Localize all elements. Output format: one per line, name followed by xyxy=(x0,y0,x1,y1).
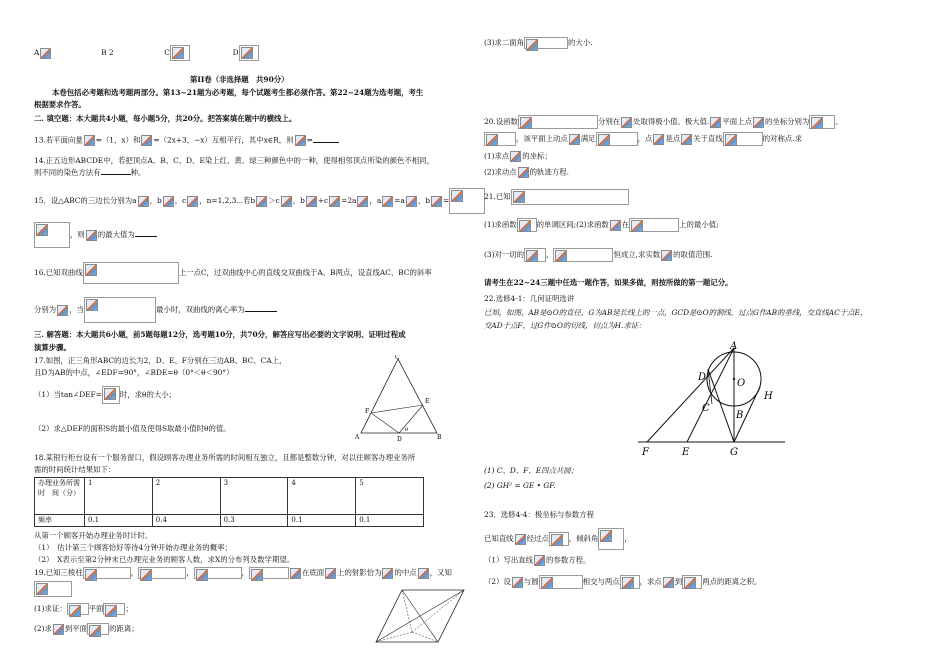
formula-image xyxy=(610,220,621,231)
triangle-figure xyxy=(355,355,445,445)
optional-selection-note: 请考生在22~24三题中任选一题作答，如果多做，则按所做的第一题记分。 xyxy=(484,278,733,287)
answer-blank xyxy=(313,142,339,143)
fig17-label-f: F xyxy=(365,408,370,415)
fig22-label-c: C xyxy=(702,403,710,414)
formula-image xyxy=(325,568,336,579)
fig22-label-e: E xyxy=(682,447,690,458)
question-18-line3: 从第一个顾客开始办理业务时计时。 xyxy=(34,531,153,540)
part2-title: 第II卷（非选择题 共90分） xyxy=(190,75,289,84)
formula-image xyxy=(163,196,174,207)
formula-image xyxy=(753,117,764,128)
question-23-line1: 已知直线 经过点 ，倾斜角 ， xyxy=(484,528,632,550)
table-cell: 3 xyxy=(220,478,288,515)
formula-image xyxy=(295,135,306,146)
question-23-part2: （2）设 与圆 相交与两点 ，求点 到 两点的距离之积。 xyxy=(484,575,761,589)
question-14-line2: 则不同的染色方法有 种。 xyxy=(34,168,146,177)
fig22-label-f: F xyxy=(642,447,649,458)
fig22-label-h: H xyxy=(764,391,773,402)
formula-image xyxy=(484,132,516,146)
formula-image xyxy=(40,48,51,59)
formula-image xyxy=(418,568,429,579)
formula-image xyxy=(511,189,629,205)
formula-image xyxy=(653,134,664,145)
question-22-part1: (1) C、D、F、E四点共圆； xyxy=(484,466,579,475)
question-21-part3: (3)对一切的 ， 恒成立,求实数 的取值范围. xyxy=(484,248,712,262)
fig17-label-theta: θ xyxy=(405,427,409,433)
formula-image xyxy=(57,305,68,316)
question-23-part1: （1）写出直线 的参数方程。 xyxy=(484,555,591,565)
formula-image xyxy=(83,262,179,284)
formula-image xyxy=(518,115,598,129)
table-cell: 0.3 xyxy=(220,515,288,527)
fig22-label-a: A xyxy=(730,341,738,352)
solve-section-header-line1: 三. 解答题：本大题共6小题，前5题每题12分，选考题10分，共70分，解答应写出必要的文字说明、证明过程或 xyxy=(34,330,406,339)
formula-image xyxy=(512,577,523,588)
formula-image xyxy=(382,196,393,207)
formula-image xyxy=(87,623,109,635)
formula-image xyxy=(661,250,672,261)
question-22-title: 22.选修4-1：几何证明选讲 xyxy=(484,294,575,303)
formula-image xyxy=(682,575,702,589)
question-17-line2: 且D为AB的中点，∠EDF=90°，∠BDE=θ（0°＜θ＜90°） xyxy=(34,368,234,377)
formula-image xyxy=(553,248,613,262)
formula-image xyxy=(382,568,393,579)
formula-image xyxy=(194,567,242,579)
formula-image xyxy=(620,575,640,589)
question-22-part2: (2) GH² = GE • GF. xyxy=(484,481,556,490)
answer-blank xyxy=(101,174,131,175)
formula-image xyxy=(290,568,301,579)
formula-image xyxy=(84,297,156,323)
question-21-parts12: (1)求函数 的单调区间;(2)求函数 在 上的最小值; xyxy=(484,218,719,232)
fig17-label-a: A xyxy=(355,434,360,441)
question-20-line2: ，该平面上动点 满足 ，点 是点 关于直线 的对称点.求 xyxy=(484,132,802,146)
question-20-part1: (1)求点 的坐标； xyxy=(484,151,552,161)
question-19-part2: (2)求 到平面 的距离； xyxy=(34,624,139,633)
table-cell: 频率 xyxy=(35,515,85,527)
fig17-label-b: B xyxy=(437,434,442,441)
question-18-line2: 需的时间统计结果如下： xyxy=(34,465,116,474)
solve-section-header-line2: 演算步骤。 xyxy=(34,343,71,352)
question-19-part3: (3)求二面角 的大小. xyxy=(484,38,593,47)
formula-image xyxy=(663,577,674,588)
question-20-line1: 20.设函数 分别在 处取得极小值、极大值. 平面上点 的坐标分别为 、 xyxy=(484,115,843,129)
question-17-line1: 17.如图，正三角形ABC的边长为2，D、E、F分别在三边AB、BC、CA上， xyxy=(34,356,287,365)
formula-image xyxy=(809,115,835,129)
formula-image xyxy=(170,45,190,61)
formula-image xyxy=(569,134,580,145)
question-18-line1: 18.某银行柜台设有一个服务窗口，假设顾客办理业务所需的时间相互独立，且都是整数分钟，对以往顾客办理业务所 xyxy=(34,453,416,462)
formula-image xyxy=(517,218,537,232)
formula-image xyxy=(515,534,526,545)
table-cell: 1 xyxy=(85,478,153,515)
formula-image xyxy=(239,45,259,61)
formula-image xyxy=(524,37,568,49)
formula-image xyxy=(539,575,583,589)
table-cell: 0.1 xyxy=(85,515,153,527)
option-c: C xyxy=(164,48,170,57)
question-16-line1: 16.已知双曲线 上一点C，过双曲线中心的直线交双曲线于A、B两点，设直线AC、BC的斜率 xyxy=(34,262,432,284)
fig17-label-c: C xyxy=(395,355,400,361)
formula-image xyxy=(598,528,624,550)
table-row xyxy=(35,515,424,527)
question-17-part1: （1）当tan∠DEF= 时，求θ的大小； xyxy=(34,386,176,404)
fig22-label-b: B xyxy=(736,410,744,421)
question-22-line1: 已知，如图，AB是⊙O的直径，G为AB延长线上的一点，GCD是⊙O的割线，过点G作AB的垂线，交直线AC于点E， xyxy=(484,308,868,317)
part2-intro-line1: 本卷包括必考题和选考题两部分。第13~21题为必考题，每个试题考生都必须作答。第22~24题为选考题，考生 xyxy=(52,88,424,97)
question-13: 13.若平面向量 =（1，x）和 =（2x+3，−x）互相平行，其中x∈R，则 = xyxy=(34,135,339,146)
frequency-table xyxy=(34,477,424,527)
formula-image xyxy=(138,567,186,579)
option-d: D xyxy=(232,48,239,57)
formula-image xyxy=(596,132,638,146)
table-cell: 0.1 xyxy=(356,515,424,527)
question-21-line1: 21.已知 xyxy=(484,189,629,205)
formula-image xyxy=(83,567,131,579)
circle-geometry-figure xyxy=(630,338,790,462)
formula-image xyxy=(406,196,417,207)
formula-image xyxy=(518,167,529,178)
question-15-line1: 15．设△ABC的三边长分别为a ，b ，c ，n=1,2,3⋯若b ＞c ，b +c =2a ，a =a ，b = xyxy=(34,188,485,214)
formula-image xyxy=(34,581,72,597)
question-14-line1: 14.正五边形ABCDE中，若把顶点A、B、C、D、E染上红、黄、绿三种颜色中的一种，使得相邻顶点所染的颜色不相同， xyxy=(34,156,434,165)
formula-image xyxy=(53,624,64,635)
formula-image xyxy=(306,196,317,207)
formula-image xyxy=(141,135,152,146)
table-cell: 办理业务所需 时 间（分） xyxy=(35,478,85,515)
fill-section-header: 二. 填空题：本大题共4小题，每小题5分，共20分。把答案填在题中的横线上。 xyxy=(34,114,297,123)
formula-image xyxy=(281,196,292,207)
question-20-part2: (2)求动点 的轨迹方程. xyxy=(484,167,569,177)
formula-image xyxy=(67,603,89,615)
formula-image xyxy=(103,603,125,615)
formula-image xyxy=(84,135,95,146)
question-19-line1: 19.已知三棱柱 ， ， ， 在底面 上的射影恰为 的中点 ，又知 xyxy=(34,568,452,577)
formula-image xyxy=(681,134,692,145)
formula-image xyxy=(34,222,70,248)
formula-image xyxy=(629,218,679,232)
formula-image xyxy=(534,555,545,566)
question-15-line2: ，则 的最大值为 xyxy=(34,222,157,248)
formula-image xyxy=(138,196,149,207)
fig17-label-d: D xyxy=(397,436,402,443)
question-18-part2: （2） X表示至第2分钟末已办理完业务的顾客人数，求X的分布列及数学期望。 xyxy=(34,555,295,564)
right-column xyxy=(480,0,950,672)
option-row xyxy=(34,45,259,61)
table-cell: 2 xyxy=(152,478,220,515)
formula-image xyxy=(357,196,368,207)
formula-image xyxy=(549,532,569,546)
table-row xyxy=(35,478,424,515)
fig17-label-e: E xyxy=(425,398,430,405)
answer-blank xyxy=(245,311,277,312)
prism-figure xyxy=(372,586,468,646)
question-22-line2: 交AD于点F，过G作⊙O的切线，切点为H.求证： xyxy=(484,321,646,330)
formula-image xyxy=(102,386,120,404)
question-23-title: 23．选修4-4：极坐标与参数方程 xyxy=(484,510,594,519)
option-b: B 2 xyxy=(101,48,114,57)
formula-image xyxy=(710,117,721,128)
formula-image xyxy=(431,196,442,207)
formula-image xyxy=(187,196,198,207)
formula-image xyxy=(524,248,546,262)
answer-blank xyxy=(135,236,157,237)
table-cell: 5 xyxy=(356,478,424,515)
option-a: A xyxy=(34,48,40,57)
table-cell: 4 xyxy=(288,478,356,515)
fig22-label-o: O xyxy=(737,378,746,389)
fig22-label-g: G xyxy=(730,447,738,458)
part2-intro-line2: 根据要求作答。 xyxy=(34,100,86,109)
formula-image xyxy=(249,567,289,579)
formula-image xyxy=(621,117,632,128)
question-19-line2 xyxy=(34,581,72,597)
formula-image xyxy=(256,196,267,207)
formula-image xyxy=(329,196,340,207)
formula-image xyxy=(510,151,521,162)
fig22-label-d: D xyxy=(698,372,707,383)
question-19-part1: (1)求证： 平面 ； xyxy=(34,604,133,613)
question-18-part1: （1） 估计第三个顾客恰好等待4分钟开始办理业务的概率； xyxy=(34,543,232,552)
question-16-line2: 分别为 ，当 最小时，双曲线的离心率为 xyxy=(34,297,277,323)
table-cell: 0.1 xyxy=(288,515,356,527)
table-cell: 0.4 xyxy=(152,515,220,527)
formula-image xyxy=(723,132,763,146)
question-17-part2: （2）求△DEF的面积S的最小值及使得S取最小值时θ的值。 xyxy=(34,424,231,433)
formula-image xyxy=(86,230,97,241)
